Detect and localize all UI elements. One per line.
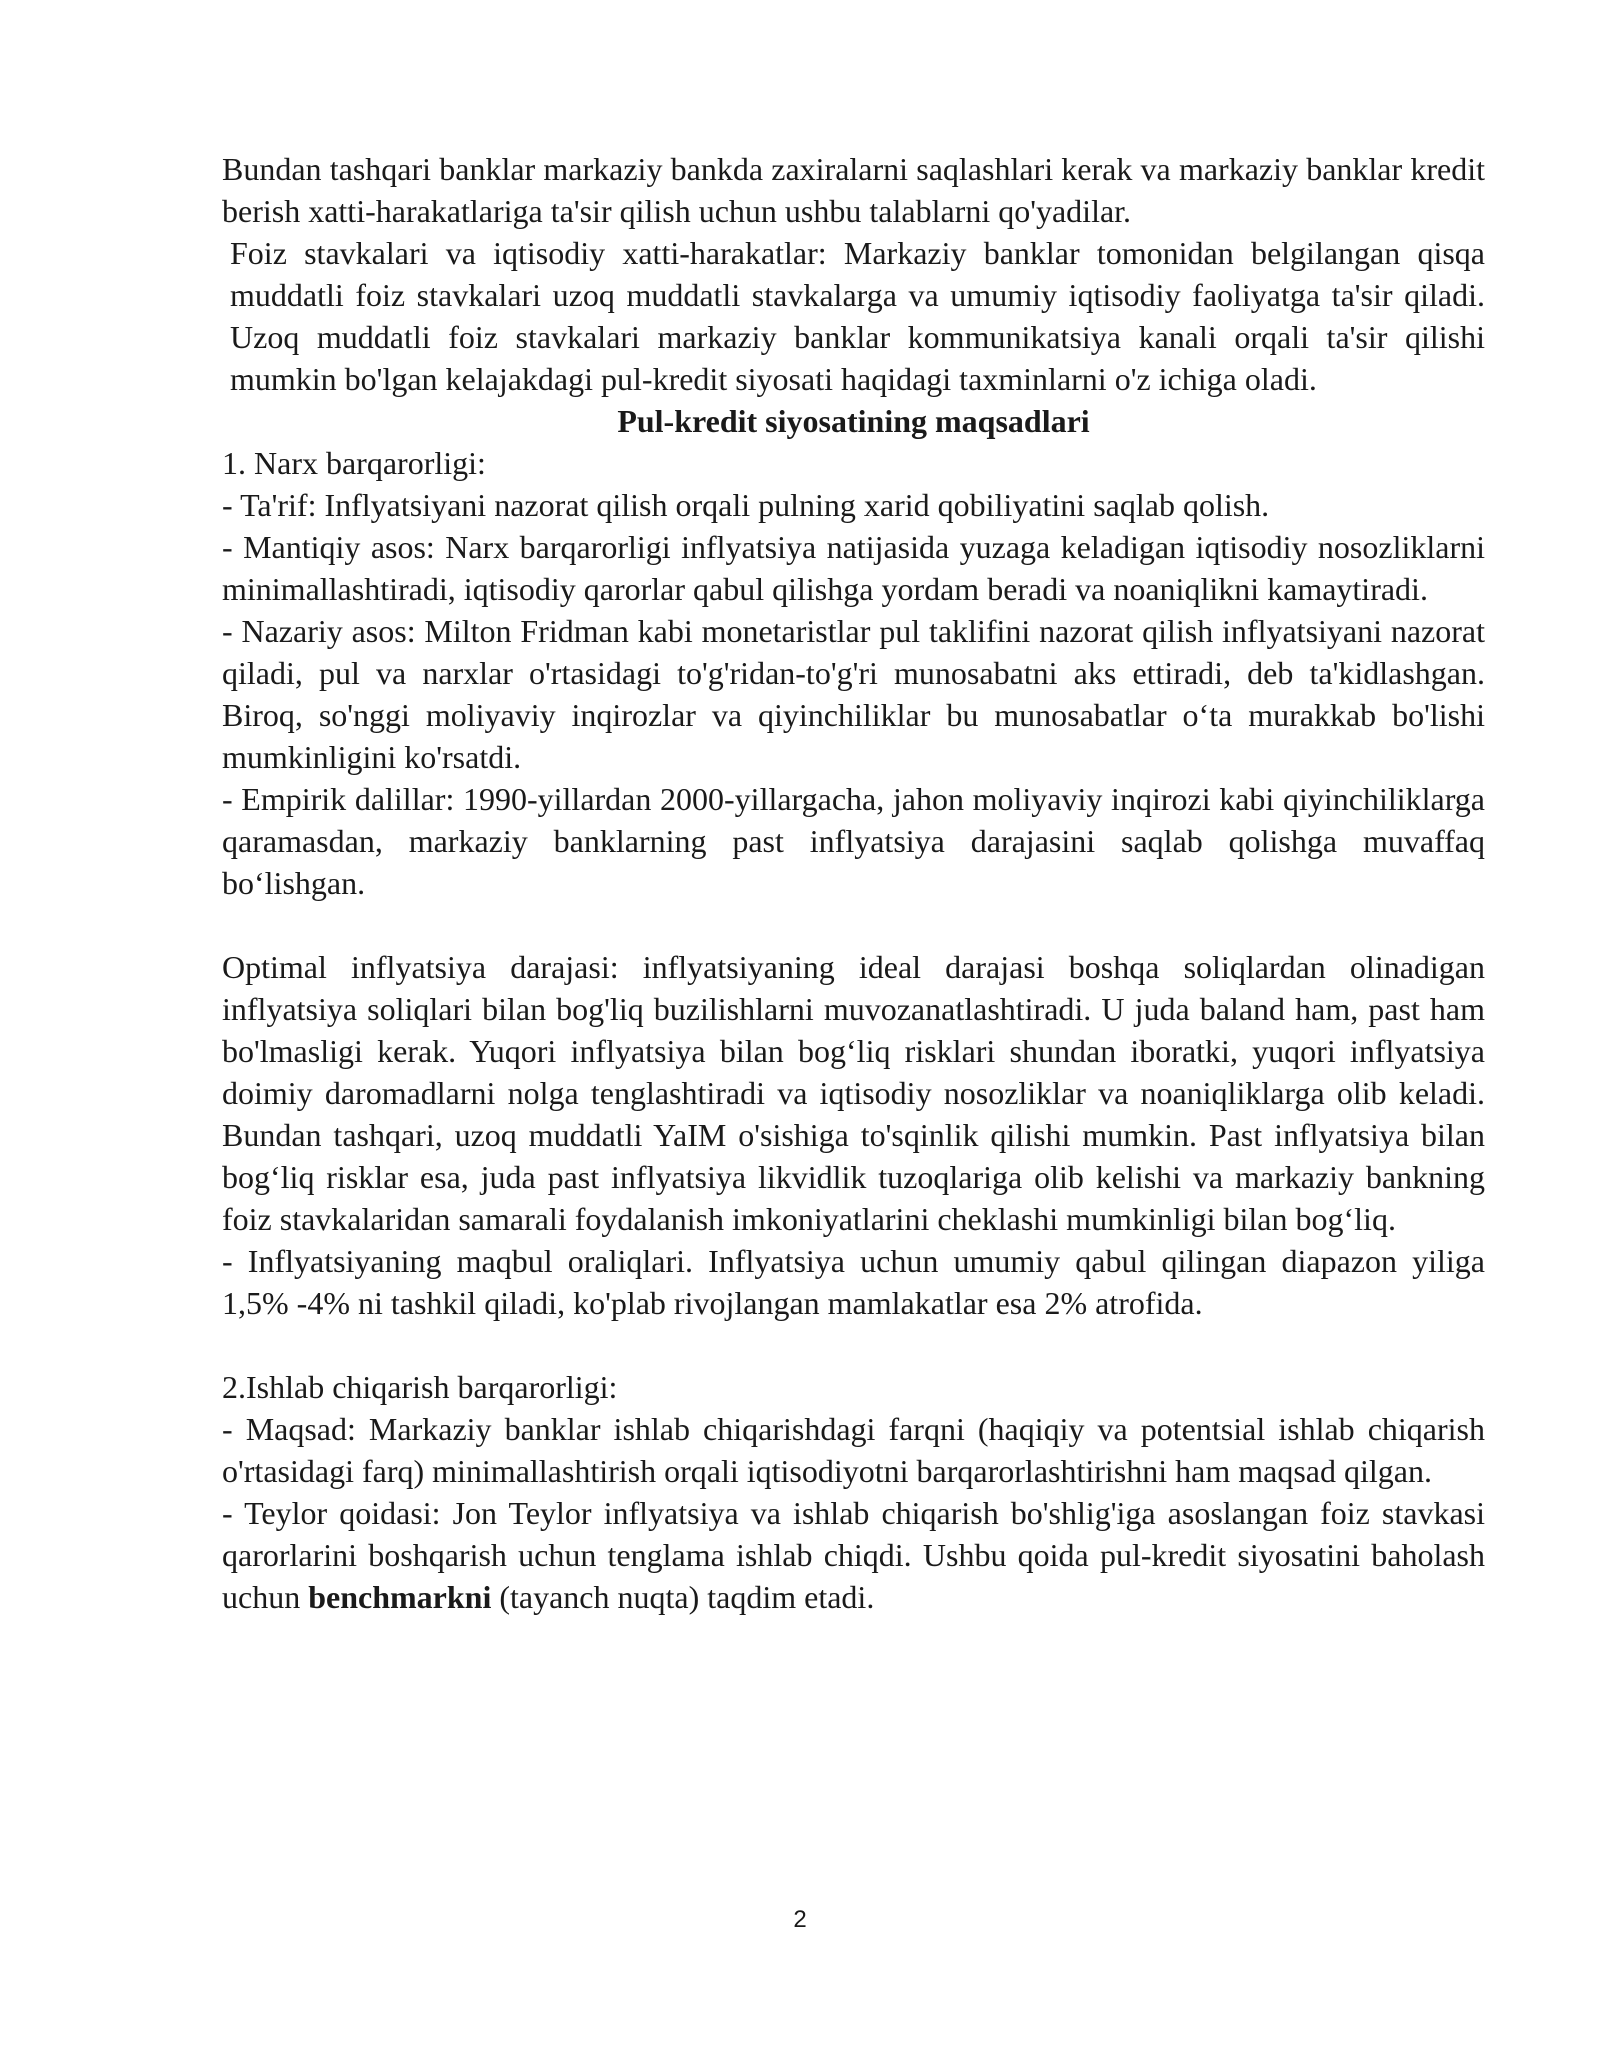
spacer xyxy=(222,904,1485,946)
paragraph-reserves: Bundan tashqari banklar markaziy bankda zaxiralarni saqlashlari kerak va markaziy banklar kredit berish xatti-harakatlariga ta'sir qilish uchun ushbu talablarni qo'yadilar. xyxy=(222,151,1485,229)
page-number: 2 xyxy=(793,1906,807,1933)
paragraph-goal: - Maqsad: Markaziy banklar ishlab chiqarishdagi farqni (haqiqiy va potentsial ishlab chiqarish o'rtasidagi farq) minimallashtirish orqali iqtisodiyotni barqarorlashtirishni ham maqsad qilgan. xyxy=(222,1411,1485,1489)
taylor-rule-text-start: - Teylor qoidasi: Jon Teylor inflyatsiya va ishlab chiqarish bo'shlig'iga asoslangan foiz stavkasi qarorlarini boshqarish uchun tenglama ishlab chiqdi. Ushbu qoida pul-kredit siyosatini baholash uchun xyxy=(222,1495,1485,1615)
paragraph-rationale: - Mantiqiy asos: Narx barqarorligi inflyatsiya natijasida yuzaga keladigan iqtisodiy nosozliklarni minimallashtiradi, iqtisodiy qarorlar qabul qilishga yordam beradi va noaniqlikni kamaytiradi. xyxy=(222,529,1485,607)
document-page xyxy=(222,148,1485,1618)
taylor-rule-text-end: (tayanch nuqta) taqdim etadi. xyxy=(491,1579,875,1615)
subsection-title-output-stability: 2.Ishlab chiqarish barqarorligi: xyxy=(222,1369,618,1405)
section-heading: Pul-kredit siyosatining maqsadlari xyxy=(617,403,1090,439)
paragraph-empirical-evidence: - Empirik dalillar: 1990-yillardan 2000-yillargacha, jahon moliyaviy inqirozi kabi qiyinchiliklarga qaramasdan, markaziy banklarning past inflyatsiya darajasini saqlab qolishga muvaffaq bo‘lishgan. xyxy=(222,781,1485,901)
spacer xyxy=(222,1324,1485,1366)
paragraph-theoretical-basis: - Nazariy asos: Milton Fridman kabi monetaristlar pul taklifini nazorat qilish inflyatsiyani nazorat qiladi, pul va narxlar o'rtasidagi to'g'ridan-to'g'ri munosabatni aks ettiradi, deb ta'kidlashgan. Biroq, so'nggi moliyaviy inqirozlar va qiyinchiliklar bu munosabatlar o‘ta murakkab bo'lishi mumkinligini ko'rsatdi. xyxy=(222,613,1485,775)
subsection-title-price-stability: 1. Narx barqarorligi: xyxy=(222,445,486,481)
benchmark-term: benchmarkni xyxy=(308,1579,492,1615)
paragraph-taylor-rule xyxy=(222,1492,1485,1618)
paragraph-optimal-inflation: Optimal inflyatsiya darajasi: inflyatsiyaning ideal darajasi boshqa soliqlardan olinadigan inflyatsiya soliqlari bilan bog'liq buzilishlarni muvozanatlashtiradi. U juda baland ham, past ham bo'lmasligi kerak. Yuqori inflyatsiya bilan bog‘liq risklari shundan iboratki, yuqori inflyatsiya doimiy daromadlarni nolga tenglashtiradi va iqtisodiy nosozliklar va noaniqliklarga olib keladi. Bundan tashqari, uzoq muddatli YaIM o'sishiga to'sqinlik qilishi mumkin. Past inflyatsiya bilan bog‘liq risklar esa, juda past inflyatsiya likvidlik tuzoqlariga olib kelishi va markaziy bankning foiz stavkalaridan samarali foydalanish imkoniyatlarini cheklashi mumkinligi bilan bog‘liq. xyxy=(222,949,1485,1237)
paragraph-inflation-ranges: - Inflyatsiyaning maqbul oraliqlari. Inflyatsiya uchun umumiy qabul qilingan diapazon yiliga 1,5% -4% ni tashkil qiladi, ko'plab rivojlangan mamlakatlar esa 2% atrofida. xyxy=(222,1243,1485,1321)
paragraph-definition: - Ta'rif: Inflyatsiyani nazorat qilish orqali pulning xarid qobiliyatini saqlab qolish. xyxy=(222,487,1270,523)
paragraph-interest-rates: Foiz stavkalari va iqtisodiy xatti-harakatlar: Markaziy banklar tomonidan belgilangan qisqa muddatli foiz stavkalari uzoq muddatli stavkalarga va umumiy iqtisodiy faoliyatga ta'sir qiladi. Uzoq muddatli foiz stavkalari markaziy banklar kommunikatsiya kanali orqali ta'sir qilishi mumkin bo'lgan kelajakdagi pul-kredit siyosati haqidagi taxminlarni o'z ichiga oladi. xyxy=(230,235,1485,397)
